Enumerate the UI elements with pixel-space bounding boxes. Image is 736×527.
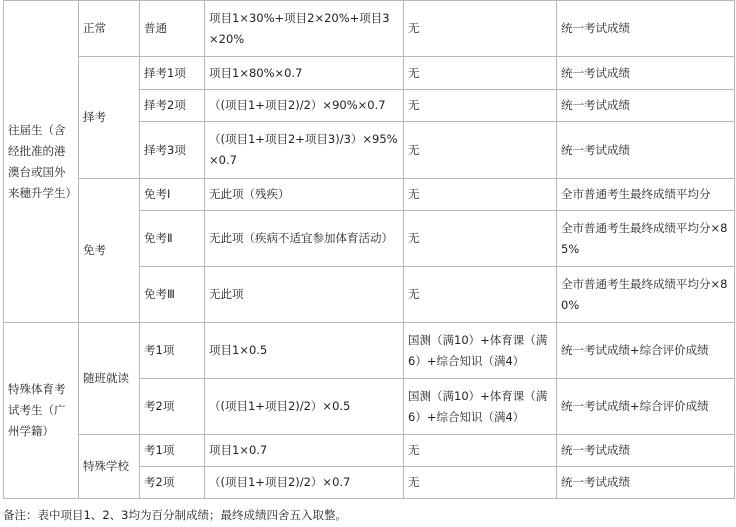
- item-extra: 无: [404, 435, 557, 467]
- item-name: 择考2项: [140, 90, 205, 122]
- item-name: 免考Ⅱ: [140, 211, 205, 267]
- item-result: 统一考试成绩: [557, 90, 735, 122]
- item-result: 统一考试成绩: [557, 467, 735, 499]
- item-name: 考1项: [140, 323, 205, 379]
- table-row: [4, 1, 735, 57]
- item-formula: （(项目1+项目2)/2）×0.5: [205, 379, 404, 435]
- footnote: 备注：表中项目1、2、3均为百分制成绩；最终成绩四舍五入取整。: [3, 508, 347, 522]
- score-rules-table: [3, 0, 735, 499]
- table-row: [4, 57, 735, 90]
- item-formula: 项目1×0.7: [205, 435, 404, 467]
- item-formula: 无此项: [205, 267, 404, 323]
- item-extra: 国测（满10）+体育课（满6）+综合知识（满4）: [404, 323, 557, 379]
- item-result: 统一考试成绩+综合评价成绩: [557, 323, 735, 379]
- item-name: 考2项: [140, 379, 205, 435]
- category-returning-students: 往届生（含经批准的港澳台或国外来穗升学生）: [4, 1, 79, 323]
- group-normal: 正常: [79, 1, 140, 57]
- item-result: 全市普通考生最终成绩平均分×80%: [557, 267, 735, 323]
- item-formula: （(项目1+项目2+项目3)/3）×95%×0.7: [205, 122, 404, 179]
- group-follow-class: 随班就读: [79, 323, 140, 435]
- item-result: 全市普通考生最终成绩平均分×85%: [557, 211, 735, 267]
- item-formula: 无此项（残疾）: [205, 179, 404, 211]
- table-row: [4, 323, 735, 379]
- category-special-pe-students: 特殊体育考试考生（广州学籍）: [4, 323, 79, 499]
- item-result: 全市普通考生最终成绩平均分: [557, 179, 735, 211]
- item-formula: 项目1×80%×0.7: [205, 57, 404, 90]
- item-extra: 无: [404, 467, 557, 499]
- item-name: 择考1项: [140, 57, 205, 90]
- group-exempt: 免考: [79, 179, 140, 323]
- item-formula: 项目1×30%+项目2×20%+项目3×20%: [205, 1, 404, 57]
- item-extra: 无: [404, 122, 557, 179]
- item-extra: 无: [404, 57, 557, 90]
- item-formula: 无此项（疾病不适宜参加体育活动）: [205, 211, 404, 267]
- item-extra: 无: [404, 1, 557, 57]
- item-extra: 无: [404, 90, 557, 122]
- item-result: 统一考试成绩+综合评价成绩: [557, 379, 735, 435]
- table-row: [4, 179, 735, 211]
- item-result: 统一考试成绩: [557, 435, 735, 467]
- group-select: 择考: [79, 57, 140, 179]
- item-result: 统一考试成绩: [557, 122, 735, 179]
- item-result: 统一考试成绩: [557, 57, 735, 90]
- item-name: 免考Ⅲ: [140, 267, 205, 323]
- group-special-school: 特殊学校: [79, 435, 140, 499]
- item-extra: 无: [404, 211, 557, 267]
- item-name: 考2项: [140, 467, 205, 499]
- item-extra: 国测（满10）+体育课（满6）+综合知识（满4）: [404, 379, 557, 435]
- item-extra: 无: [404, 179, 557, 211]
- item-formula: 项目1×0.5: [205, 323, 404, 379]
- table-row: [4, 435, 735, 467]
- item-formula: （(项目1+项目2)/2）×90%×0.7: [205, 90, 404, 122]
- item-name: 普通: [140, 1, 205, 57]
- item-name: 考1项: [140, 435, 205, 467]
- item-name: 择考3项: [140, 122, 205, 179]
- item-extra: 无: [404, 267, 557, 323]
- item-result: 统一考试成绩: [557, 1, 735, 57]
- item-formula: （(项目1+项目2)/2）×0.7: [205, 467, 404, 499]
- item-name: 免考Ⅰ: [140, 179, 205, 211]
